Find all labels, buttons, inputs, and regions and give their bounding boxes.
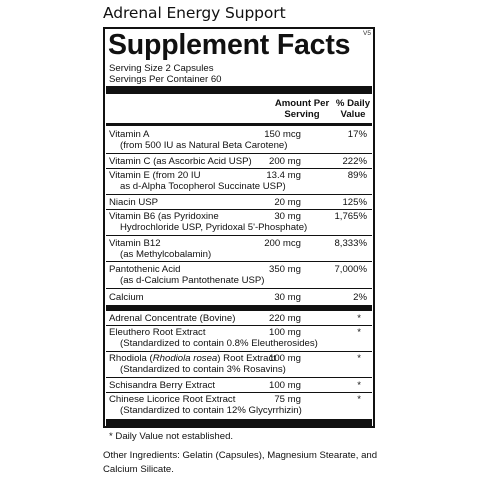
daily-value-header (331, 98, 375, 120)
nutrient-name-detail: Hydrochloride USP, Pyridoxal 5'-Phosphate) (120, 222, 308, 233)
nutrient-amount: 13.4 mg (266, 170, 301, 181)
nutrient-amount: 150 mcg (264, 129, 301, 140)
ingredient-name-detail: (Standardized to contain 3% Rosavins) (120, 364, 286, 375)
rhodiola-name-prefix: Rhodiola ( (109, 353, 153, 364)
nutrient-amount: 30 mg (274, 292, 301, 303)
nutrient-amount: 350 mg (269, 264, 301, 275)
ingredient-name: Eleuthero Root Extract (109, 327, 206, 338)
row-divider (106, 194, 372, 195)
nutrient-name-detail: (as Methylcobalamin) (120, 249, 212, 260)
nutrient-name-detail: (from 500 IU as Natural Beta Carotene) (120, 140, 288, 151)
thick-divider (106, 419, 372, 426)
row-divider (106, 209, 372, 210)
row-divider (106, 392, 372, 393)
row-divider (106, 261, 372, 262)
servings-per-container: Servings Per Container 60 (109, 74, 222, 85)
nutrient-name: Vitamin A (109, 129, 150, 140)
row-divider (106, 288, 372, 289)
row-divider (106, 377, 372, 378)
ingredient-amount: 100 mg (269, 380, 301, 391)
thick-divider (106, 305, 372, 311)
nutrient-daily-value: 8,333% (334, 238, 367, 249)
nutrient-name: Vitamin E (from 20 IU (109, 170, 201, 181)
amount-header-line2: Serving (284, 109, 320, 120)
nutrient-name: Vitamin C (as Ascorbic Acid USP) (109, 156, 252, 167)
ingredient-name-detail: (Standardized to contain 0.8% Eleutherosides) (120, 338, 318, 349)
nutrient-amount: 200 mg (269, 156, 301, 167)
product-title: Adrenal Energy Support (103, 4, 286, 22)
ingredient-daily-value: * (357, 394, 361, 405)
dv-header-line1: % Daily (335, 98, 371, 109)
ingredient-name: Schisandra Berry Extract (109, 380, 216, 391)
ingredient-name (109, 353, 276, 364)
nutrient-daily-value: 17% (347, 129, 367, 140)
dv-header-line2: Value (340, 109, 366, 120)
row-divider (106, 325, 372, 326)
ingredient-daily-value: * (357, 327, 361, 338)
amount-header-line1: Amount Per (274, 98, 330, 109)
row-divider (106, 153, 372, 154)
amount-per-serving-header (272, 98, 332, 120)
ingredient-amount: 100 mg (269, 327, 301, 338)
daily-value-footnote: * Daily Value not established. (109, 431, 234, 442)
ingredient-amount: 100 mg (269, 353, 301, 364)
nutrient-name: Vitamin B12 (109, 238, 161, 249)
serving-size: Serving Size 2 Capsules (109, 63, 214, 74)
nutrient-name-detail: as d-Alpha Tocopherol Succinate USP) (120, 181, 286, 192)
nutrient-amount: 20 mg (274, 197, 301, 208)
ingredient-amount: 220 mg (269, 313, 301, 324)
ingredient-name-detail: (Standardized to contain 12% Glycyrrhizin) (120, 405, 302, 416)
row-divider (106, 351, 372, 352)
version-label: V5 (363, 30, 371, 37)
rhodiola-name-suffix: ) Root Extract (217, 353, 276, 364)
ingredient-daily-value: * (357, 380, 361, 391)
nutrient-daily-value: 89% (347, 170, 367, 181)
nutrient-daily-value: 125% (342, 197, 367, 208)
ingredient-name: Adrenal Concentrate (Bovine) (109, 313, 236, 324)
nutrient-name-detail: (as d-Calcium Pantothenate USP) (120, 275, 265, 286)
supplement-facts-panel (103, 27, 375, 442)
rhodiola-latin-name: Rhodiola rosea (152, 353, 218, 364)
nutrient-amount: 200 mcg (264, 238, 301, 249)
nutrient-amount: 30 mg (274, 211, 301, 222)
other-ingredients: Other Ingredients: Gelatin (Capsules), Magnesium Stearate, and Calcium Silicate. (103, 450, 378, 475)
nutrient-daily-value: 7,000% (334, 264, 367, 275)
ingredient-daily-value: * (357, 353, 361, 364)
ingredient-name: Chinese Licorice Root Extract (109, 394, 236, 405)
nutrient-name: Vitamin B6 (as Pyridoxine (109, 211, 219, 222)
nutrient-daily-value: 1,765% (334, 211, 367, 222)
nutrient-daily-value: 222% (342, 156, 367, 167)
panel-title: Supplement Facts (108, 29, 351, 61)
row-divider (106, 235, 372, 236)
thick-divider (106, 86, 372, 94)
nutrient-name: Calcium (109, 292, 144, 303)
row-divider (106, 168, 372, 169)
nutrient-name: Pantothenic Acid (109, 264, 181, 275)
medium-divider (106, 123, 372, 126)
ingredient-amount: 75 mg (274, 394, 301, 405)
ingredient-daily-value: * (357, 313, 361, 324)
nutrient-daily-value: 2% (353, 292, 367, 303)
nutrient-name: Niacin USP (109, 197, 159, 208)
